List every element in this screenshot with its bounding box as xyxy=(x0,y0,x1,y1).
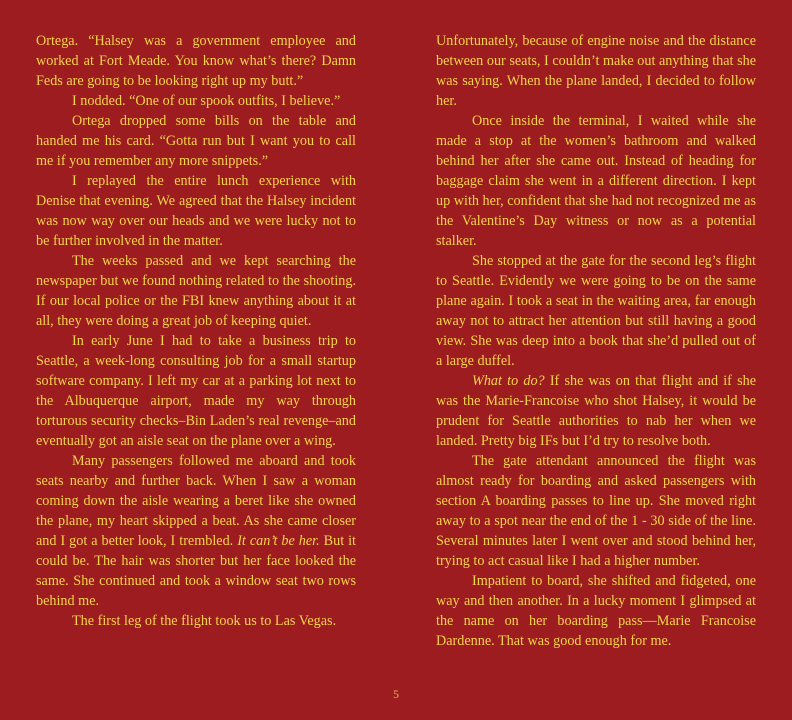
paragraph: The gate attendant announced the flight was almost ready for boarding and asked passengers with section A boarding passes to line up. She moved right away to a spot near the end of the 1 - 30 side of the line. Several minutes later I went over and stood behind her, trying to act casual like I had a higher number. xyxy=(436,453,756,569)
paragraph xyxy=(36,451,356,611)
left-column xyxy=(36,31,356,631)
paragraph: Once inside the terminal, I waited while she made a stop at the women’s bathroom and walked behind her after she came out. Instead of heading for baggage claim she went in a different direction. I kept up with her, confident that she had not recognized me as the Valentine’s Day witness or now as a potential stalker. xyxy=(436,113,756,249)
right-column xyxy=(436,31,756,651)
page-number: 5 xyxy=(393,687,399,701)
paragraph: Ortega dropped some bills on the table and handed me his card. “Gotta run but I want you to call me if you remember any more snippets.” xyxy=(36,113,356,169)
paragraph: Ortega. “Halsey was a government employee and worked at Fort Meade. You know what’s there? Damn Feds are going to be looking right up my butt.” xyxy=(36,33,356,89)
paragraph: The weeks passed and we kept searching the newspaper but we found nothing related to the shooting. If our local police or the FBI knew anything about it at all, they were doing a great job of keeping quiet. xyxy=(36,253,356,329)
paragraph: In early June I had to take a business trip to Seattle, a week-long consulting job for a small startup software company. I left my car at a parking lot next to the Albuquerque airport, made my way through torturous security checks–Bin Laden’s real revenge–and eventually got an aisle seat on the plane over a wing. xyxy=(36,333,356,449)
paragraph-text: If she was on that flight and if she was the Marie-Francoise who shot Halsey, it would be prudent for Seattle authorities to nab her when we landed. Pretty big IFs but I’d try to resolve both. xyxy=(436,373,757,449)
paragraph: I nodded. “One of our spook outfits, I believe.” xyxy=(72,93,341,109)
paragraph: The first leg of the flight took us to Las Vegas. xyxy=(72,613,337,629)
paragraph-text: But it could be. The hair was shorter but her face looked the same. She continued and took a window seat two rows behind me. xyxy=(36,533,356,609)
paragraph: She stopped at the gate for the second leg’s flight to Seattle. Evidently we were going to be on the same plane again. I took a seat in the waiting area, far enough away not to attract her attention but still having a good view. She was deep into a book that she’d pulled out of a large duffel. xyxy=(436,253,756,369)
paragraph: I replayed the entire lunch experience with Denise that evening. We agreed that the Halsey incident was now way over our heads and we were lucky not to be further involved in the matter. xyxy=(36,173,356,249)
paragraph-text: Many passengers followed me aboard and took seats nearby and further back. When I saw a woman coming down the aisle wearing a beret like she owned the plane, my heart skipped a beat. As she came closer and I got a better look, I trembled. xyxy=(36,453,356,549)
paragraph xyxy=(436,371,756,451)
italic-thought: It can’t be her. xyxy=(237,533,320,549)
paragraph: Impatient to board, she shifted and fidgeted, one way and then another. In a lucky moment I glimpsed at the name on her boarding pass—Marie Francoise Dardenne. That was good enough for me. xyxy=(436,573,756,649)
italic-thought: What to do? xyxy=(472,373,545,389)
paragraph: Unfortunately, because of engine noise and the distance between our seats, I couldn’t make out anything that she was saying. When the plane landed, I decided to follow her. xyxy=(436,33,756,109)
